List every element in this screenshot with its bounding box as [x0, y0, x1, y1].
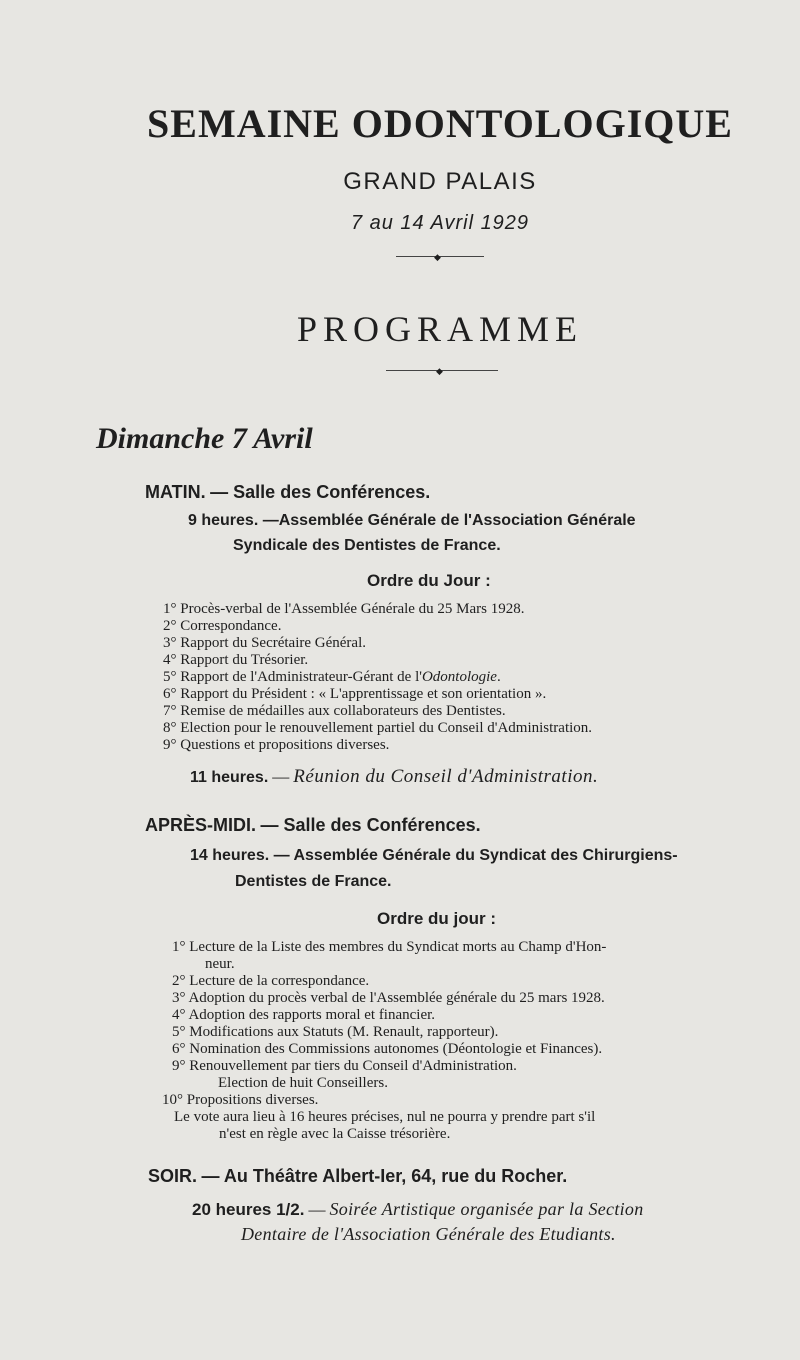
soir-event-line2: Dentaire de l'Association Générale des Etudiants.: [241, 1224, 616, 1244]
list-item: 10° Propositions diverses.: [162, 1092, 319, 1108]
matin-time: 9 heures.: [188, 512, 259, 529]
apres-midi-label: APRÈS-MIDI.: [145, 815, 257, 835]
page-title: SEMAINE ODONTOLOGIQUE: [147, 101, 733, 146]
list-item: 6° Rapport du Président : « L'apprentissage et son orientation ».: [163, 686, 547, 702]
apres-midi-ordre-title: Ordre du jour :: [377, 909, 496, 928]
list-item: 5° Rapport de l'Administrateur-Gérant de l'Odontologie.: [163, 669, 501, 685]
list-item: 1° Lecture de la Liste des membres du Syndicat morts au Champ d'Hon-: [172, 939, 607, 955]
soir-time: 20 heures 1/2.: [192, 1200, 305, 1219]
apres-midi-location: — Salle des Conférences.: [260, 815, 481, 835]
matin-event: —Assemblée Générale de l'Association Générale: [262, 512, 636, 529]
soir-event-line1: 20 heures 1/2. — Soirée Artistique organisée par la Section: [192, 1199, 644, 1219]
soir-location: — Au Théâtre Albert-Ier, 64, rue du Rocher.: [201, 1166, 568, 1186]
matin-second-event: 11 heures. — Réunion du Conseil d'Administration.: [190, 766, 599, 787]
list-item: 3° Adoption du procès verbal de l'Assemblée générale du 25 mars 1928.: [172, 990, 605, 1006]
matin-heading: [145, 482, 430, 503]
list-item: 9° Questions et propositions diverses.: [163, 737, 390, 753]
list-item: 1° Procès-verbal de l'Assemblée Générale du 25 Mars 1928.: [163, 601, 525, 617]
vote-note-line1: Le vote aura lieu à 16 heures précises, nul ne pourra y prendre part s'il: [174, 1109, 596, 1125]
apres-midi-event: — Assemblée Générale du Syndicat des Chirurgiens-: [273, 847, 678, 864]
programme-heading: PROGRAMME: [296, 309, 584, 349]
apres-midi-heading: [145, 815, 481, 836]
list-item: 8° Election pour le renouvellement partiel du Conseil d'Administration.: [163, 720, 593, 736]
list-item: 7° Remise de médailles aux collaborateurs des Dentistes.: [163, 703, 506, 719]
vote-note-line2: n'est en règle avec la Caisse trésorière.: [219, 1126, 451, 1142]
ornament-dot-icon: ◆: [434, 252, 441, 262]
list-item: 5° Modifications aux Statuts (M. Renault, rapporteur).: [172, 1024, 499, 1040]
list-item: neur.: [205, 956, 235, 972]
matin-event-line1: [188, 512, 636, 530]
list-item: 3° Rapport du Secrétaire Général.: [163, 635, 366, 651]
list-item: 2° Lecture de la correspondance.: [172, 973, 370, 989]
day-heading: Dimanche 7 Avril: [96, 422, 313, 455]
list-item: 4° Adoption des rapports moral et financier.: [172, 1007, 436, 1023]
matin-location: — Salle des Conférences.: [210, 482, 431, 502]
list-item: 2° Correspondance.: [163, 618, 282, 634]
soir-heading: [148, 1166, 567, 1187]
matin-event2: Réunion du Conseil d'Administration.: [293, 766, 599, 787]
matin-time2: 11 heures.: [190, 769, 269, 786]
soir-event: Soirée Artistique organisée par la Section: [329, 1199, 644, 1219]
matin-label: MATIN.: [145, 482, 206, 502]
apres-midi-event-line2: Dentistes de France.: [235, 873, 392, 890]
list-item: 6° Nomination des Commissions autonomes (Déontologie et Finances).: [172, 1041, 603, 1057]
ornament-dot-icon: ◆: [436, 366, 443, 376]
list-item: 4° Rapport du Trésorier.: [163, 652, 309, 668]
apres-midi-time: 14 heures.: [190, 847, 270, 864]
venue: GRAND PALAIS: [343, 168, 537, 195]
apres-midi-event-line1: [190, 847, 678, 865]
event-dates: 7 au 14 Avril 1929: [350, 212, 530, 234]
matin-event-line2: Syndicale des Dentistes de France.: [233, 537, 501, 554]
list-item: 9° Renouvellement par tiers du Conseil d'Administration.: [172, 1058, 517, 1074]
list-item: Election de huit Conseillers.: [218, 1075, 388, 1091]
matin-ordre-title: Ordre du Jour :: [367, 571, 491, 590]
soir-label: SOIR.: [148, 1166, 198, 1186]
